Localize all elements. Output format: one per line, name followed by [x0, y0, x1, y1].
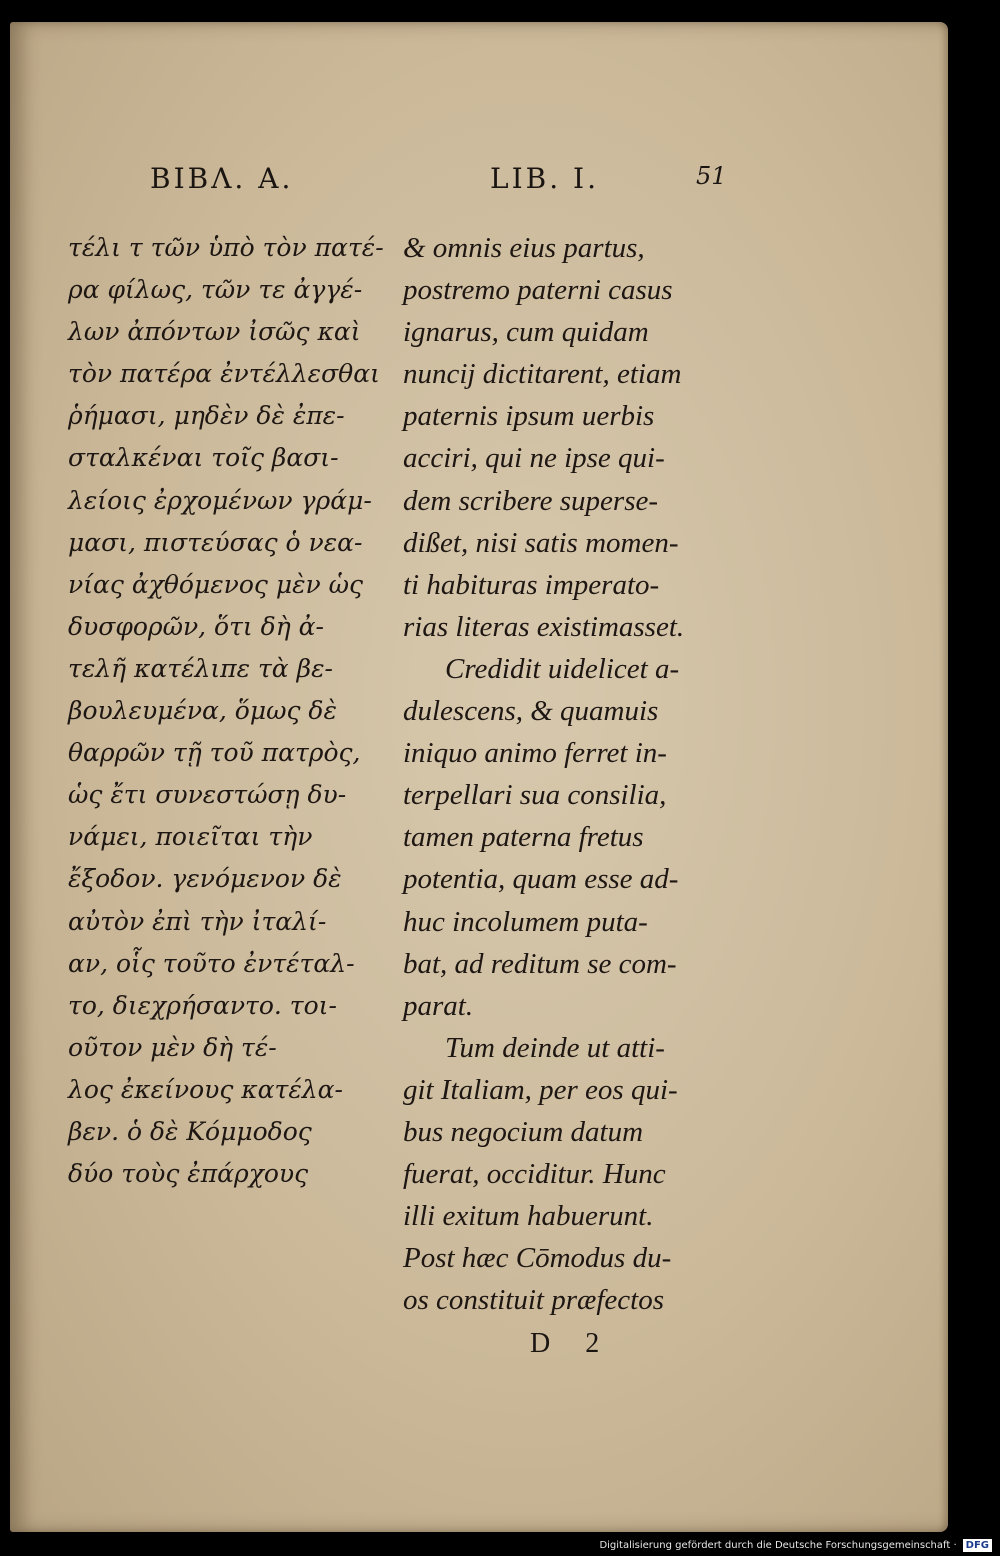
greek-text-line: τὸν πατέρα ἐντέλλεσθαι: [68, 359, 380, 389]
greek-text-line: νάμει, ποιεῖται τὴν: [68, 822, 313, 852]
latin-text-line: Tum deinde ut atti-: [445, 1031, 665, 1064]
greek-text-line: μασι, πιστεύσας ὁ νεα-: [68, 527, 363, 557]
running-head-latin: LIB. I.: [490, 162, 599, 195]
greek-text-line: ῥήμασι, μηδὲν δὲ ἐπε-: [68, 401, 345, 431]
signature-mark: D 2: [530, 1328, 614, 1359]
greek-text-line: βουλευμένα, ὅμως δὲ: [68, 696, 337, 726]
latin-text-line: fuerat, occiditur. Hunc: [403, 1158, 666, 1191]
latin-text-line: nuncij dictitarent, etiam: [403, 358, 682, 391]
latin-text-line: tamen paterna fretus: [403, 821, 644, 854]
greek-text-line: δύο τοὺς ἐπάρχους: [68, 1159, 309, 1189]
greek-text-line: βεν. ὁ δὲ Κόμμοδος: [68, 1116, 312, 1146]
latin-text-line: ignarus, cum quidam: [403, 316, 649, 349]
latin-text-line: git Italiam, per eos qui-: [403, 1073, 678, 1106]
greek-text-line: τέλι τ τῶν ὑπὸ τὸν πατέ-: [68, 233, 384, 262]
latin-text-line: dem scribere superse-: [403, 484, 659, 517]
latin-text-line: acciri, qui ne ipse qui-: [403, 442, 665, 475]
latin-text-line: dißet, nisi satis momen-: [403, 526, 679, 559]
greek-text-line: αν, οἷς τοῦτο ἐντέταλ-: [68, 948, 355, 978]
latin-text-line: huc incolumem puta-: [403, 905, 648, 938]
latin-text-line: os constituit præfectos: [403, 1284, 664, 1317]
latin-text-line: paternis ipsum uerbis: [403, 400, 655, 433]
latin-text-column: [403, 227, 733, 1321]
latin-text-line: illi exitum habuerunt.: [403, 1200, 654, 1233]
latin-text-line: bus negocium datum: [403, 1115, 644, 1148]
latin-text-line: potentia, quam esse ad-: [403, 863, 679, 896]
greek-text-line: αὐτὸν ἐπὶ τὴν ἰταλί-: [68, 906, 327, 936]
greek-text-line: ρα φίλως, τῶν τε ἀγγέ-: [68, 275, 363, 305]
greek-text-column: [68, 227, 388, 1195]
dfg-logo-icon: DFG: [963, 1539, 992, 1552]
latin-text-line: Post hæc Cōmodus du-: [403, 1242, 672, 1275]
latin-text-line: postremo paterni casus: [403, 274, 673, 307]
page-number: 51: [696, 162, 727, 190]
greek-text-line: σταλκέναι τοῖς βασι-: [68, 443, 339, 473]
greek-text-line: δυσφορῶν, ὅτι δὴ ἀ-: [68, 611, 324, 641]
latin-text-line: iniquo animo ferret in-: [403, 737, 667, 770]
digitization-credit: [599, 1539, 992, 1552]
greek-text-line: λος ἐκείνους κατέλα-: [68, 1074, 343, 1104]
greek-text-line: νίας ἀχθόμενος μὲν ὡς: [68, 569, 364, 599]
book-page: [10, 22, 948, 1532]
latin-text-line: parat.: [403, 989, 474, 1022]
latin-text-line: bat, ad reditum se com-: [403, 947, 677, 980]
greek-text-line: τελῆ κατέλιπε τὰ βε-: [68, 653, 333, 683]
greek-text-line: λων ἀπόντων ἰσῶς καὶ: [68, 317, 361, 347]
greek-text-line: ἔξοδον. γενόμενον δὲ: [68, 864, 342, 894]
latin-text-line: dulescens, & quamuis: [403, 695, 659, 728]
running-head-greek: ΒΙΒΛ. Α.: [150, 162, 294, 195]
latin-text-line: Credidit uidelicet a-: [445, 652, 680, 685]
greek-text-line: ὡς ἔτι συνεστώσῃ δυ-: [68, 780, 347, 810]
latin-text-line: & omnis eius partus,: [403, 232, 645, 264]
latin-text-line: terpellari sua consilia,: [403, 779, 667, 812]
greek-text-line: λείοις ἐρχομένων γράμ-: [68, 485, 372, 515]
latin-text-line: ti habituras imperato-: [403, 568, 660, 601]
greek-text-line: οῦτον μὲν δὴ τέ-: [68, 1032, 277, 1062]
greek-text-line: το, διεχρήσαντο. τοι-: [68, 990, 337, 1020]
latin-text-line: rias literas existimasset.: [403, 610, 685, 643]
credit-text: Digitalisierung gefördert durch die Deutsche Forschungsgemeinschaft ·: [599, 1540, 957, 1551]
greek-text-line: θαρρῶν τῇ τοῦ πατρὸς,: [68, 738, 361, 768]
